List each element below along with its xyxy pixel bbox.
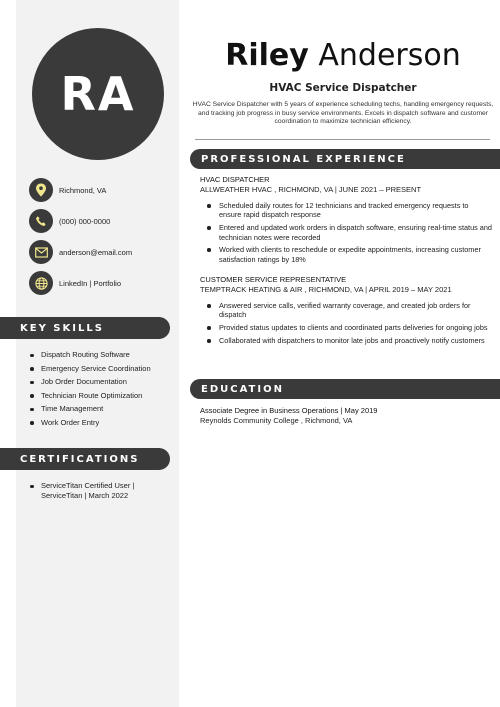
education-degree: Associate Degree in Business Operations | May 2019 (200, 406, 378, 415)
first-name: Riley (225, 38, 309, 73)
envelope-icon (29, 240, 53, 264)
skill-item: Emergency Service Coordination (28, 364, 173, 374)
bullet-item: Collaborated with dispatchers to monitor late jobs and proactively notify customers (207, 336, 492, 345)
certifications-heading: CERTIFICATIONS (0, 448, 170, 470)
job-1-meta: ALLWEATHER HVAC , RICHMOND, VA | JUNE 2021 – PRESENT (200, 185, 422, 194)
job-title: HVAC Service Dispatcher (269, 82, 417, 94)
skills-list (28, 350, 173, 431)
job-2-bullets (207, 301, 492, 349)
contact-email[interactable] (29, 239, 179, 265)
phone-text: (000) 000-0000 (59, 216, 111, 226)
candidate-name (186, 38, 500, 73)
bullet-item: Worked with clients to reschedule or expedite appointments, increasing customer satisfaction ratings by 18% (207, 245, 492, 264)
job-1-bullets (207, 201, 492, 268)
links-text[interactable]: LinkedIn | Portfolio (59, 278, 121, 288)
contact-links[interactable] (29, 270, 179, 296)
bullet-item: Answered service calls, verified warranty coverage, and created job orders for dispatch (207, 301, 492, 320)
job-2-title: CUSTOMER SERVICE REPRESENTATIVE (200, 275, 347, 284)
header-divider (195, 139, 490, 140)
location-pin-icon (29, 178, 53, 202)
bullet-item: Scheduled daily routes for 12 technicians and tracked emergency requests to ensure rapid dispatch response (207, 201, 492, 220)
education-heading: EDUCATION (190, 379, 500, 399)
contact-phone (29, 208, 179, 234)
summary: HVAC Service Dispatcher with 5 years of experience scheduling techs, handling emergency requests, and tracking job progress in busy service environments. Excels in dispatch software and customer coordination to maximize technician efficiency. (192, 101, 494, 125)
skill-item: Technician Route Optimization (28, 391, 173, 401)
skill-item: Job Order Documentation (28, 377, 173, 387)
last-name: Anderson (318, 38, 461, 73)
avatar-initials: RA (32, 28, 164, 160)
email-text[interactable]: anderson@email.com (59, 247, 133, 257)
phone-icon (29, 209, 53, 233)
bullet-item: Provided status updates to clients and coordinated parts deliveries for ongoing jobs (207, 323, 492, 332)
skill-item: Dispatch Routing Software (28, 350, 173, 360)
contact-location (29, 177, 179, 203)
key-skills-heading: KEY SKILLS (0, 317, 170, 339)
job-1-title: HVAC DISPATCHER (200, 175, 270, 184)
skill-item: Work Order Entry (28, 418, 173, 428)
bullet-item: Entered and updated work orders in dispatch software, ensuring real-time status and technician notes were recorded (207, 223, 492, 242)
certification-item: ServiceTitan Certified User | ServiceTitan | March 2022 (28, 481, 156, 501)
job-2-meta: TEMPTRACK HEATING & AIR , RICHMOND, VA | APRIL 2019 – MAY 2021 (200, 285, 452, 294)
skill-item: Time Management (28, 404, 173, 414)
globe-icon (29, 271, 53, 295)
experience-heading: PROFESSIONAL EXPERIENCE (190, 149, 500, 169)
certifications-list (28, 481, 156, 505)
location-text: Richmond, VA (59, 185, 107, 195)
education-school: Reynolds Community College , Richmond, VA (200, 416, 353, 425)
